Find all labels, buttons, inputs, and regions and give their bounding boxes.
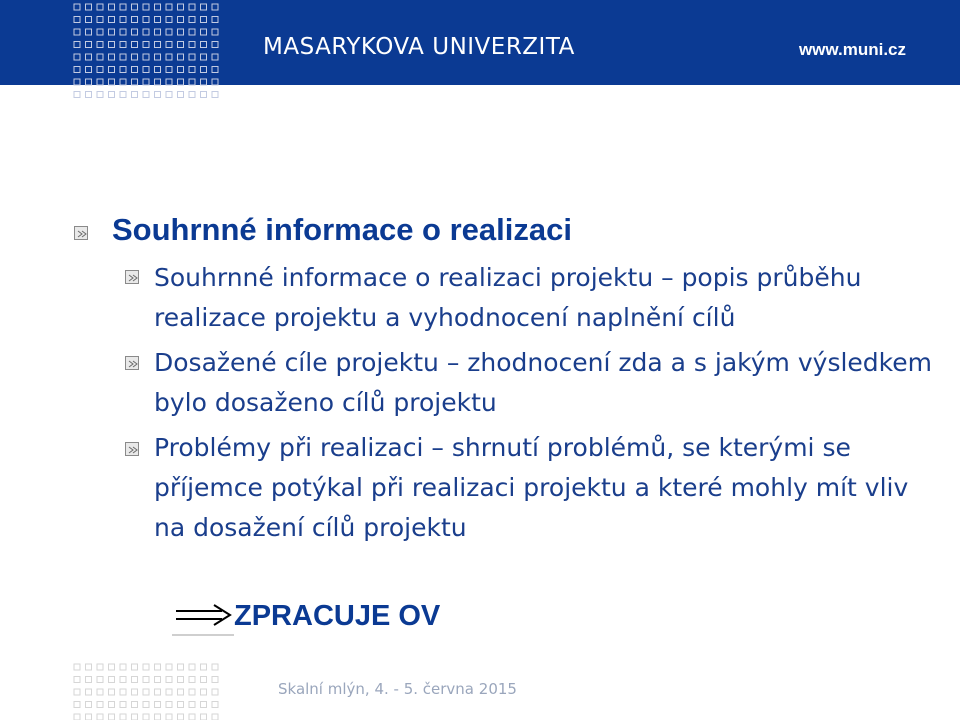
header-bar bbox=[0, 0, 960, 85]
university-name: MASARYKOVA UNIVERZITA bbox=[263, 34, 575, 60]
arrow-bullet-icon bbox=[125, 270, 139, 284]
conclusion-line bbox=[172, 596, 440, 636]
list-item: Dosažené cíle projektu – zhodnocení zda a s jakým výsledkem bylo dosaženo cílů projektu bbox=[154, 348, 932, 417]
university-url-link[interactable]: www.muni.cz bbox=[798, 40, 906, 59]
dot-grid-pattern-top bbox=[72, 2, 222, 102]
footer-event: Skalní mlýn, 4. - 5. června 2015 bbox=[278, 680, 517, 698]
arrow-bullet-icon bbox=[74, 226, 88, 240]
dot-grid-pattern-bottom bbox=[72, 662, 222, 720]
list-item: Souhrnné informace o realizaci projektu – popis průběhu realizace projektu a vyhodnocení naplnění cílů bbox=[154, 263, 862, 332]
list-item: Problémy při realizaci – shrnutí problémů, se kterými se příjemce potýkal při realizaci projektu a které mohly mít vliv na dosažení cílů projektu bbox=[154, 433, 909, 542]
conclusion-text: ZPRACUJE OV bbox=[234, 599, 441, 632]
implies-arrow-icon bbox=[172, 596, 234, 636]
arrow-bullet-icon bbox=[125, 442, 139, 456]
slide-heading: Souhrnné informace o realizaci bbox=[112, 212, 572, 247]
arrow-bullet-icon bbox=[125, 356, 139, 370]
